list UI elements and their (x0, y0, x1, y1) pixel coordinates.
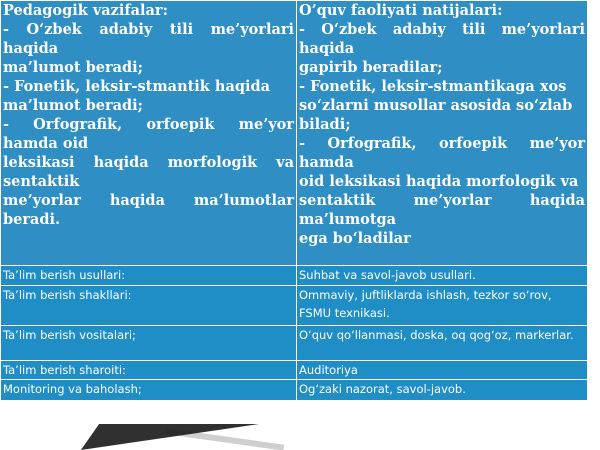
table-row (1, 266, 588, 286)
learning-outcome-line: oid leksikasi haqida morfologik va (299, 173, 579, 190)
teaching-tools-label: Ta’lim berish vositalari; (1, 326, 297, 361)
learning-outcome-line: biladi; (299, 116, 351, 133)
pedagogical-task-line: ma’lumot beradi; (3, 59, 143, 76)
table-row (1, 380, 588, 401)
slide-decoration-wedge (81, 424, 259, 450)
table-row (1, 361, 588, 380)
pedagogical-task-line: leksikasi haqida morfologik va sentaktik (3, 154, 294, 190)
learning-outcome-line: - Orfografik, orfoepik me’yor hamda (299, 135, 585, 171)
teaching-methods-value: Suhbat va savol-javob usullari. (297, 266, 588, 286)
pedagogical-task-line: - Fonetik, leksir-stmantik haqida (3, 78, 271, 95)
pedagogical-tasks-title: Pedagogik vazifalar: (3, 2, 168, 19)
monitoring-label: Monitoring va baholash; (1, 380, 297, 401)
table-row (1, 326, 588, 361)
pedagogical-task-line: - Orfografik, orfoepik me’yor hamda oid (3, 116, 294, 152)
teaching-conditions-label: Ta’lim berish sharoiti: (1, 361, 297, 380)
learning-outcomes-title: O’quv faoliyati natijalari: (299, 2, 503, 19)
learning-outcome-line: - Fonetik, leksir-stmantikaga xos (299, 78, 567, 95)
teaching-forms-label: Ta’lim berish shakllari: (1, 286, 297, 326)
teaching-conditions-value: Auditoriya (297, 361, 588, 380)
pedagogical-task-line: ma’lumot beradi; (3, 97, 143, 114)
teaching-tools-value: O‘quv qo‘llanmasi, doska, oq qog‘oz, markerlar. (297, 326, 588, 361)
pedagogical-task-line: me’yorlar haqida ma’lumotlar beradi. (3, 192, 294, 228)
learning-outcome-line: sentaktik me’yorlar haqida ma’lumotga (299, 192, 585, 228)
monitoring-value: Og‘zaki nazorat, savol-javob. (297, 380, 588, 401)
learning-outcome-line: so‘zlarni musollar asosida so‘zlab (299, 97, 573, 114)
learning-outcome-line: ega bo‘ladilar (299, 230, 411, 247)
table-row (1, 286, 588, 326)
pedagogical-task-line: - O‘zbek adabiy tili me’yorlari haqida (3, 21, 294, 57)
pedagogical-tasks-cell (1, 1, 297, 266)
objectives-row (1, 1, 588, 266)
learning-outcome-line: - O‘zbek adabiy tili me’yorlari haqida (299, 21, 585, 57)
learning-outcomes-cell (297, 1, 588, 266)
learning-outcome-line: gapirib beradilar; (299, 59, 443, 76)
teaching-forms-value: Ommaviy, juftliklarda ishlash, tezkor so‘rov, FSMU texnikasi. (297, 286, 588, 326)
teaching-methods-label: Ta’lim berish usullari: (1, 266, 297, 286)
